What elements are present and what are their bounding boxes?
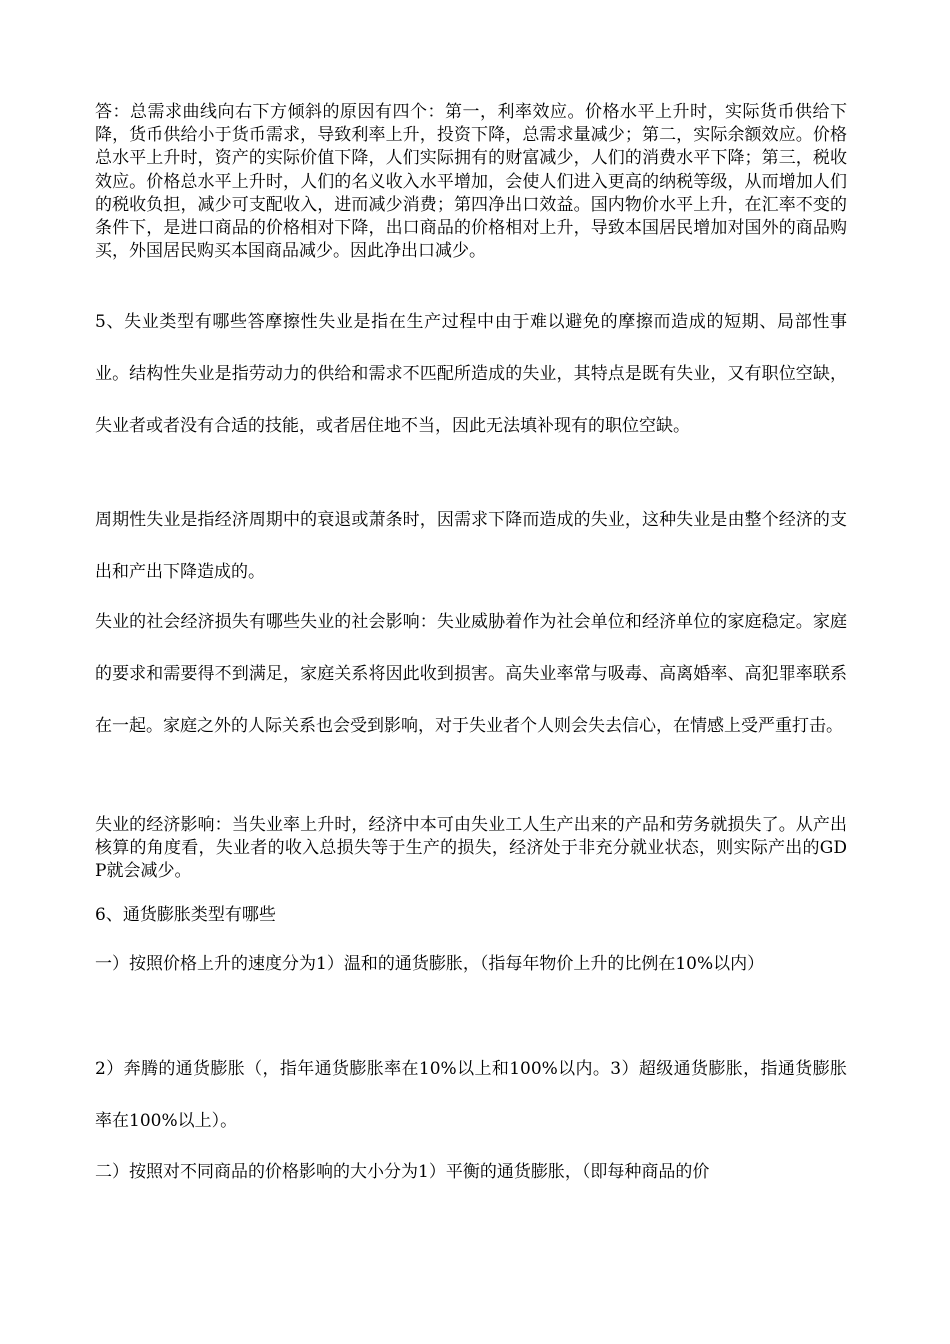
paragraph-social-impact: 失业的社会经济损失有哪些失业的社会影响：失业威胁着作为社会单位和经济单位的家庭稳定。家庭的要求和需要得不到满足，家庭关系将因此收到损害。高失业率常与吸毒、高离婚率、高犯罪率联系在一起。家庭之外的人际关系也会受到影响，对于失业者个人则会失去信心，在情感上受严重打击。 (95, 612, 847, 736)
paragraph-cyclical-unemployment: 周期性失业是指经济周期中的衰退或萧条时，因需求下降而造成的失业，这种失业是由整个经济的支出和产出下降造成的。 (95, 510, 847, 582)
paragraph-unemployment-types: 5、失业类型有哪些答摩擦性失业是指在生产过程中由于难以避免的摩擦而造成的短期、局部性事业。结构性失业是指劳动力的供给和需求不匹配所造成的失业，其特点是既有失业，又有职位空缺，失业者或者没有合适的技能，或者居住地不当，因此无法填补现有的职位空缺。 (95, 312, 847, 436)
paragraph-balanced-inflation: 二）按照对不同商品的价格影响的大小分为1）平衡的通货膨胀，（即每种商品的价 (95, 1162, 710, 1182)
paragraph-inflation-speed: 一）按照价格上升的速度分为1）温和的通货膨胀，（指每年物价上升的比例在10%以内） (95, 954, 765, 974)
heading-inflation-types: 6、通货膨胀类型有哪些 (95, 905, 276, 925)
paragraph-aggregate-demand-answer: 答：总需求曲线向右下方倾斜的原因有四个：第一，利率效应。价格水平上升时，实际货币供给下降，货币供给小于货币需求，导致利率上升，投资下降，总需求量减少；第二，实际余额效应。价格总水平上升时，资产的实际价值下降，人们实际拥有的财富减少，人们的消费水平下降；第三，税收效应。价格总水平上升时，人们的名义收入水平增加，会使人们进入更高的纳税等级，从而增加人们的税收负担，减少可支配收入，进而减少消费；第四净出口效益。国内物价水平上升，在汇率不变的条件下，是进口商品的价格相对下降，出口商品的价格相对上升，导致本国居民增加对国外的商品购买，外国居民购买本国商品减少。因此净出口减少。 (95, 102, 847, 262)
paragraph-galloping-inflation: 2）奔腾的通货膨胀（，指年通货膨胀率在10%以上和100%以内。3）超级通货膨胀，指通货膨胀率在100%以上）。 (95, 1059, 847, 1131)
paragraph-economic-impact: 失业的经济影响：当失业率上升时，经济中本可由失业工人生产出来的产品和劳务就损失了。从产出核算的角度看，失业者的收入总损失等于生产的损失，经济处于非充分就业状态，则实际产出的GDP就会减少。 (95, 815, 847, 882)
